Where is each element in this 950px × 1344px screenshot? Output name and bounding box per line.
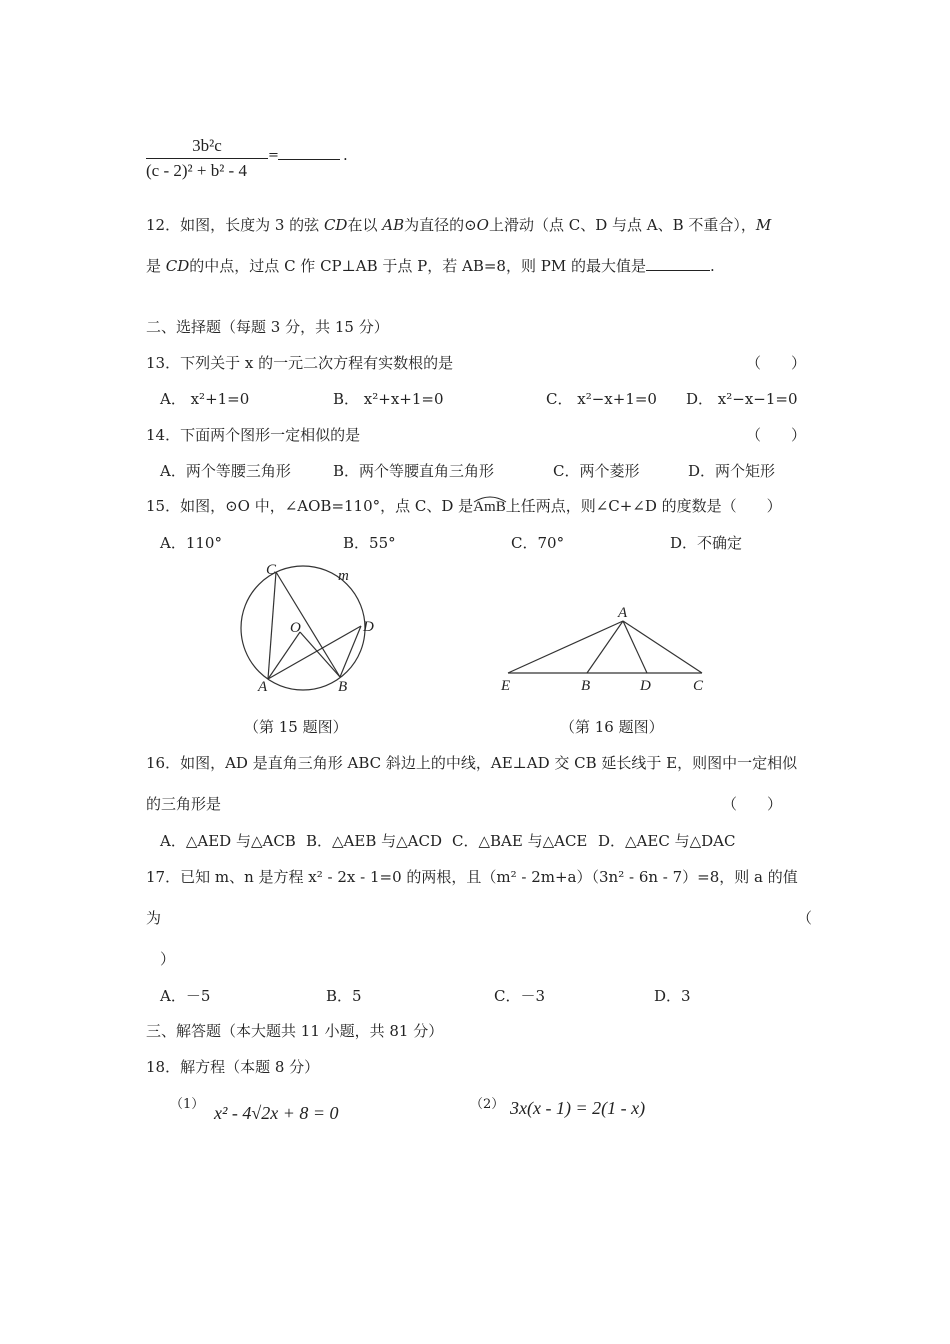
q17-option-c: C．－3	[494, 987, 546, 1005]
q15-option-d: D．不确定	[670, 534, 743, 552]
fraction-bar	[146, 158, 268, 159]
arc-mark-icon	[473, 495, 507, 503]
figure-16-triangle-diagram	[496, 598, 716, 698]
q16-line2: 的三角形是	[146, 795, 222, 813]
label-c: C	[266, 562, 277, 578]
q17-option-d: D．3	[654, 987, 691, 1005]
q11-fraction	[146, 136, 268, 181]
q11-period: .	[343, 146, 348, 164]
q18-part1-label: （1）	[170, 1097, 205, 1112]
q17-line2: 为	[146, 909, 162, 927]
q13-option-d: D． x²−x−1=0	[686, 390, 798, 408]
segment-ob	[300, 632, 340, 677]
q13-answer-paren: （ ）	[746, 354, 807, 372]
q15-option-b: B．55°	[343, 534, 396, 552]
q11-equals: =	[268, 148, 279, 163]
segment-ea	[508, 621, 623, 673]
q14-option-b: B．两个等腰直角三角形	[333, 462, 495, 480]
q11-answer-blank	[278, 145, 340, 164]
circle-o	[241, 566, 365, 690]
label-d: D	[640, 678, 651, 694]
segment-oa	[268, 632, 300, 679]
q11-denominator: (c - 2)² + b² - 4	[146, 161, 247, 180]
q18-part2-label: （2）	[470, 1097, 505, 1112]
q13-stem: 13．下列关于 x 的一元二次方程有实数根的是	[146, 354, 454, 372]
label-o: O	[290, 620, 301, 636]
segment-ca	[268, 572, 276, 679]
q18-stem: 18．解方程（本题 8 分）	[146, 1058, 320, 1076]
q17-paren-open: （	[797, 909, 813, 927]
figure-16-caption: （第 16 题图）	[560, 718, 664, 736]
q16-answer-paren: （ ）	[722, 795, 783, 813]
section-3-heading: 三、解答题（本大题共 11 小题，共 81 分）	[146, 1022, 444, 1040]
q13-option-b: B． x²+x+1=0	[333, 390, 444, 408]
q12-answer-blank	[646, 256, 710, 271]
q18-equation-2: 3x(x - 1) = 2(1 - x)	[510, 1098, 646, 1118]
label-m: m	[338, 568, 349, 584]
q13-option-c: C． x²−x+1=0	[546, 390, 657, 408]
q16-line1: 16．如图，AD 是直角三角形 ABC 斜边上的中线，AE⊥AD 交 CB 延长线于 E，则图中一定相似	[146, 754, 798, 772]
q14-answer-paren: （ ）	[746, 426, 807, 444]
segment-cb	[276, 572, 340, 677]
q16-option-d: D．△AEC 与△DAC	[598, 832, 736, 850]
label-c: C	[693, 678, 704, 694]
q14-option-c: C．两个菱形	[553, 462, 640, 480]
figure-15-circle-diagram	[236, 558, 386, 698]
q16-option-b: B．△AEB 与△ACD	[306, 832, 443, 850]
q14-option-d: D．两个矩形	[688, 462, 776, 480]
arc-amb: AmB	[473, 499, 506, 516]
q12-line1: 12．如图，长度为 3 的弦 CD在以 AB为直径的⊙O上滑动（点 C、D 与点 A、B 不重合），M	[146, 216, 772, 234]
q17-line1: 17．已知 m、n 是方程 x² - 2x - 1=0 的两根，且（m² - 2m+a）（3n² - 6n - 7）=8，则 a 的值	[146, 868, 798, 886]
q11-numerator: 3b²c	[192, 136, 222, 155]
q12-line2: 是 CD的中点，过点 C 作 CP⊥AB 于点 P，若 AB=8，则 PM 的最大值是 .	[146, 257, 715, 275]
q15-stem: 15．如图，⊙O 中，∠AOB=110°，点 C、D 是 AmB上任两点，则∠C+∠D 的度数是（ ）	[146, 497, 782, 515]
q16-option-c: C．△BAE 与△ACE	[452, 832, 588, 850]
figure-15-caption: （第 15 题图）	[244, 718, 348, 736]
label-b: B	[338, 679, 348, 695]
q17-paren-close: ）	[160, 950, 176, 968]
label-e: E	[501, 678, 511, 694]
label-b: B	[581, 678, 591, 694]
q14-option-a: A．两个等腰三角形	[160, 462, 291, 480]
q18-equation-1: x² - 4√2x + 8 = 0	[214, 1103, 339, 1123]
q15-option-c: C．70°	[511, 534, 565, 552]
label-a: A	[258, 679, 268, 695]
q17-option-a: A．－5	[160, 987, 211, 1005]
segment-bd	[340, 626, 361, 677]
q17-option-b: B．5	[326, 987, 362, 1005]
q13-option-a: A． x²+1=0	[160, 390, 250, 408]
q14-stem: 14．下面两个图形一定相似的是	[146, 426, 361, 444]
section-2-heading: 二、选择题（每题 3 分，共 15 分）	[146, 318, 389, 336]
q15-option-a: A．110°	[160, 534, 222, 552]
label-a: A	[618, 605, 628, 621]
q16-option-a: A．△AED 与△ACB	[160, 832, 296, 850]
label-d: D	[363, 619, 374, 635]
